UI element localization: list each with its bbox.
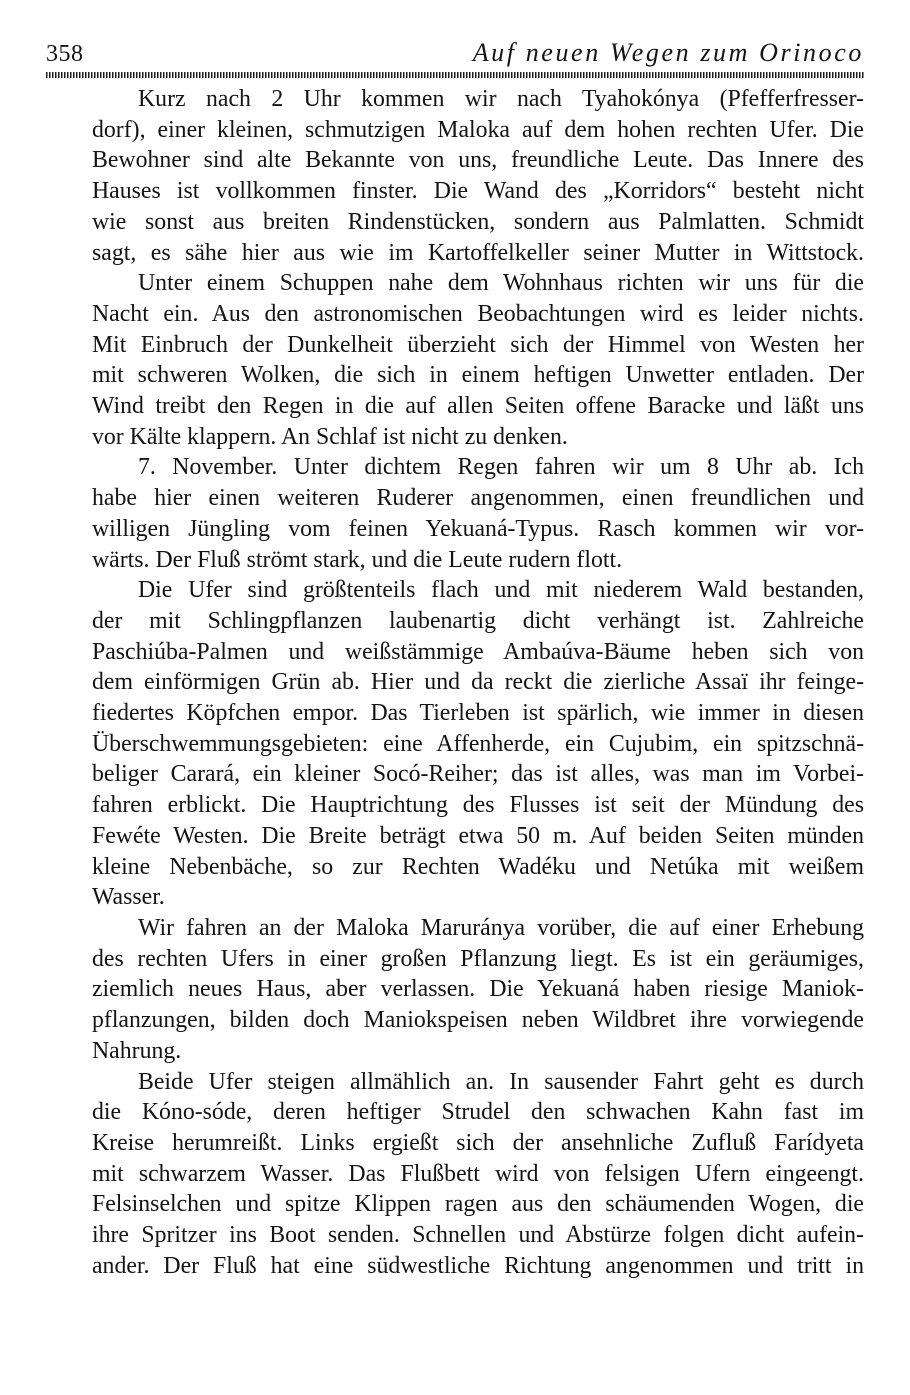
text-line: beliger Carará, ein kleiner Socó-Reiher; das ist alles, was man im Vorbei- (92, 761, 864, 788)
text-line: Bewohner sind alte Bekannte von uns, freundliche Leute. Das Innere des (92, 147, 864, 174)
paragraph-5 (46, 913, 864, 1067)
text-line: fahren erblickt. Die Hauptrichtung des Flusses ist seit der Mündung des (92, 792, 864, 819)
text-line: ihre Spritzer ins Boot senden. Schnellen und Abstürze folgen dicht aufein- (92, 1222, 864, 1249)
text-line: 7. November. Unter dichtem Regen fahren wir um 8 Uhr ab. Ich (138, 454, 864, 481)
text-line: pflanzungen, bilden doch Maniokspeisen neben Wildbret ihre vorwiegende (92, 1007, 864, 1034)
paragraph-2 (46, 268, 864, 452)
text-line: Wind treibt den Regen in die auf allen Seiten offene Baracke und läßt uns (92, 393, 864, 420)
text-line: Beide Ufer steigen allmählich an. In sausender Fahrt geht es durch (138, 1068, 864, 1095)
text-line: wärts. Der Fluß strömt stark, und die Leute rudern flott. (92, 546, 623, 573)
text-line: vor Kälte klappern. An Schlaf ist nicht zu denken. (92, 423, 568, 450)
text-line: wie sonst aus breiten Rindenstücken, sondern aus Palmlatten. Schmidt (92, 208, 864, 235)
text-line: Unter einem Schuppen nahe dem Wohnhaus richten wir uns für die (138, 270, 864, 297)
text-line: kleine Nebenbäche, so zur Rechten Wadéku und Netúka mit weißem (92, 853, 864, 880)
text-line: Überschwemmungsgebieten: eine Affenherde, ein Cujubim, ein spitzschnä- (92, 730, 864, 757)
header-rule (46, 72, 864, 78)
text-line: dorf), einer kleinen, schmutzigen Maloka auf dem hohen rechten Ufer. Die (92, 116, 864, 143)
text-line: die Kóno-sóde, deren heftiger Strudel den schwachen Kahn fast im (92, 1099, 864, 1126)
text-line: mit schwarzem Wasser. Das Flußbett wird von felsigen Ufern eingeengt. (92, 1160, 864, 1187)
paragraph-6 (46, 1067, 864, 1282)
text-line: Wasser. (92, 884, 165, 911)
text-line: sagt, es sähe hier aus wie im Kartoffelkeller seiner Mutter in Wittstock. (92, 239, 864, 266)
text-line: ziemlich neues Haus, aber verlassen. Die Yekuaná haben riesige Maniok- (92, 976, 864, 1003)
body-text (46, 84, 864, 1281)
text-line: ander. Der Fluß hat eine südwestliche Richtung angenommen und tritt in (92, 1252, 864, 1279)
text-line: Nacht ein. Aus den astronomischen Beobachtungen wird es leider nichts. (92, 300, 864, 327)
text-line: Nahrung. (92, 1037, 182, 1064)
paragraph-1 (46, 84, 864, 268)
text-line: Kreise herumreißt. Links ergießt sich der ansehnliche Zufluß Farídyeta (92, 1129, 864, 1156)
text-line: Hauses ist vollkommen finster. Die Wand des „Korridors“ besteht nicht (92, 178, 864, 205)
text-line: Felsinselchen und spitze Klippen ragen aus den schäumenden Wogen, die (92, 1191, 864, 1218)
text-line: der mit Schlingpflanzen laubenartig dicht verhängt ist. Zahlreiche (92, 607, 864, 634)
text-line: dem einförmigen Grün ab. Hier und da reckt die zierliche Assaï ihr feinge- (92, 669, 864, 696)
text-line: Paschiúba-Palmen und weißstämmige Ambaúva-Bäume heben sich von (92, 638, 864, 665)
text-line: Wir fahren an der Maloka Maruránya vorüber, die auf einer Erhebung (138, 914, 864, 941)
page-number: 358 (46, 41, 84, 67)
paragraph-4 (46, 575, 864, 913)
text-line: mit schweren Wolken, die sich in einem heftigen Unwetter entladen. Der (92, 362, 864, 389)
text-line: Fewéte Westen. Die Breite beträgt etwa 50 m. Auf beiden Seiten münden (92, 822, 864, 849)
text-line: des rechten Ufers in einer großen Pflanzung liegt. Es ist ein geräumiges, (92, 945, 864, 972)
text-line: Mit Einbruch der Dunkelheit überzieht sich der Himmel von Westen her (92, 331, 864, 358)
text-line: Die Ufer sind größtenteils flach und mit niederem Wald bestanden, (138, 577, 864, 604)
text-line: fiedertes Köpfchen empor. Das Tierleben ist spärlich, wie immer in diesen (92, 700, 864, 727)
text-line: habe hier einen weiteren Ruderer angenommen, einen freundlichen und (92, 485, 864, 512)
running-head (46, 38, 864, 74)
paragraph-3 (46, 452, 864, 575)
running-title: Auf neuen Wegen zum Orinoco (472, 38, 864, 67)
text-line: Kurz nach 2 Uhr kommen wir nach Tyahokónya (Pfefferfresser- (138, 86, 864, 112)
text-line: willigen Jüngling vom feinen Yekuaná-Typus. Rasch kommen wir vor- (92, 515, 864, 542)
